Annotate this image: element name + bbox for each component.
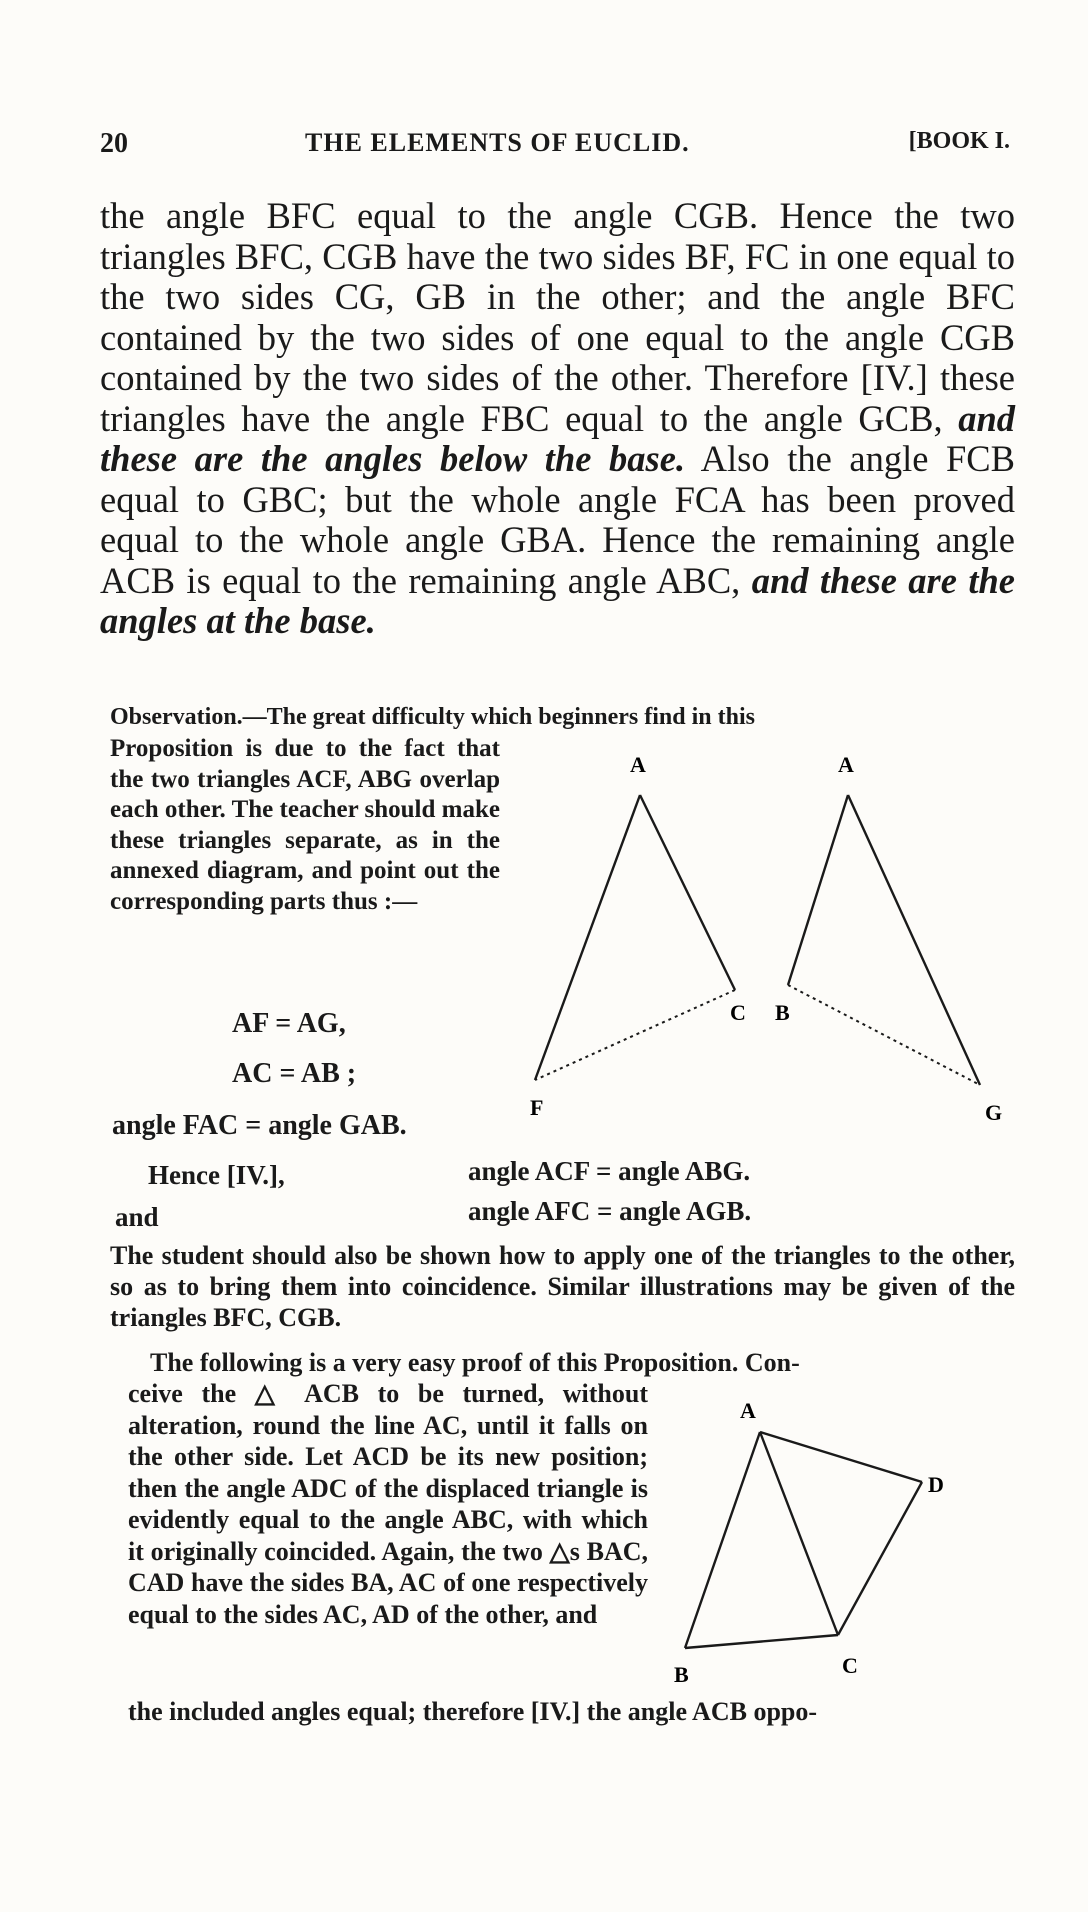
page-number: 20 (100, 128, 128, 159)
equation-afc-agb: angle AFC = angle AGB. (468, 1196, 752, 1226)
equation-acf-abg: angle ACF = angle ABG. (468, 1156, 751, 1186)
book-marker: [BOOK I. (908, 128, 1010, 154)
line-a-b (685, 1432, 760, 1648)
line-b-c (685, 1635, 838, 1648)
fig1-label-f: F (530, 1095, 544, 1120)
line-c-f-dotted (535, 990, 735, 1080)
observation-lead: Observation. (110, 704, 243, 730)
hence-label: Hence [IV.], (148, 1160, 285, 1190)
figure-rotated-triangle (660, 1390, 1030, 1710)
line-a-c (640, 795, 735, 990)
figure-separated-triangles (520, 745, 1020, 1125)
fig1-label-b: B (775, 1000, 790, 1025)
equation-af-ag: AF = AG, (232, 1008, 346, 1039)
main-paragraph (100, 196, 1015, 642)
student-paragraph: The student should also be shown how to apply one of the triangles to the other, so as to bring them into coincidence. Similar illustrations may be given of the triangles BFC, CGB. (110, 1241, 1015, 1332)
fig1-label-a-left: A (630, 752, 646, 777)
main-italic-2: and these are the angles at the base. (100, 559, 1015, 641)
fig2-label-b: B (674, 1662, 689, 1687)
main-text-1: the angle BFC equal to the angle CGB. Hence the two triangles BFC, CGB have the two sides BF, FC in one equal to the two sides CG, GB in the other; and the angle BFC contained by the two sides of one equal to the angle CGB contained by the two sides of the other. Therefore [IV.] these triangles have the angle FBC equal to the angle GCB, (100, 195, 1015, 439)
line-a-c (760, 1432, 838, 1635)
running-title: THE ELEMENTS OF EUCLID. (305, 128, 690, 157)
line-b-g-dotted (788, 985, 980, 1085)
observation-wrapped-text: Proposition is due to the fact that the two triangles ACF, ABG overlap each other. The teacher should make these triangles separate, as in the annexed diagram, and point out the corresponding parts thus :— (110, 735, 500, 915)
line-d-c (838, 1482, 922, 1635)
fig1-label-a-right: A (838, 752, 854, 777)
observation-first-line (110, 702, 1015, 732)
equation-fac-gab: angle FAC = angle GAB. (112, 1110, 407, 1141)
last-line: the included angles equal; therefore [IV.] the angle ACB oppo- (128, 1697, 818, 1726)
fig1-label-g: G (985, 1100, 1003, 1125)
observation-first-text: —The great difficulty which beginners find in this (242, 704, 755, 730)
equation-ac-ab: AC = AB ; (232, 1058, 357, 1089)
main-italic-1: and these are the angles below the base. (100, 397, 1015, 479)
fig1-label-c: C (730, 1000, 746, 1025)
main-text-2: Also the angle FCB equal to GBC; but the whole angle FCA has been proved equal to the whole angle GBA. Hence the remaining angle ACB is equal to the remaining angle ABC, (100, 438, 1015, 601)
fig2-label-c: C (842, 1653, 858, 1678)
line-a-b (788, 795, 848, 985)
and-label: and (115, 1202, 159, 1232)
line-a-g (848, 795, 980, 1085)
fig2-label-a: A (740, 1398, 756, 1423)
fig2-label-d: D (928, 1472, 944, 1497)
line-a-d (760, 1432, 922, 1482)
running-header (100, 128, 1010, 168)
conceive-paragraph: ceive the △ ACB to be turned, without alteration, round the line AC, until it falls on the other side. Let ACD be its new position; then the angle ADC of the displaced triangle is evidently equal to the angle ABC, with which it originally coincided. Again, the two △s BAC, CAD have the sides BA, AC of one respectively equal to the sides AC, AD of the other, and (128, 1379, 648, 1629)
following-line: The following is a very easy proof of this Proposition. Con- (150, 1348, 800, 1377)
line-a-f (535, 795, 640, 1080)
